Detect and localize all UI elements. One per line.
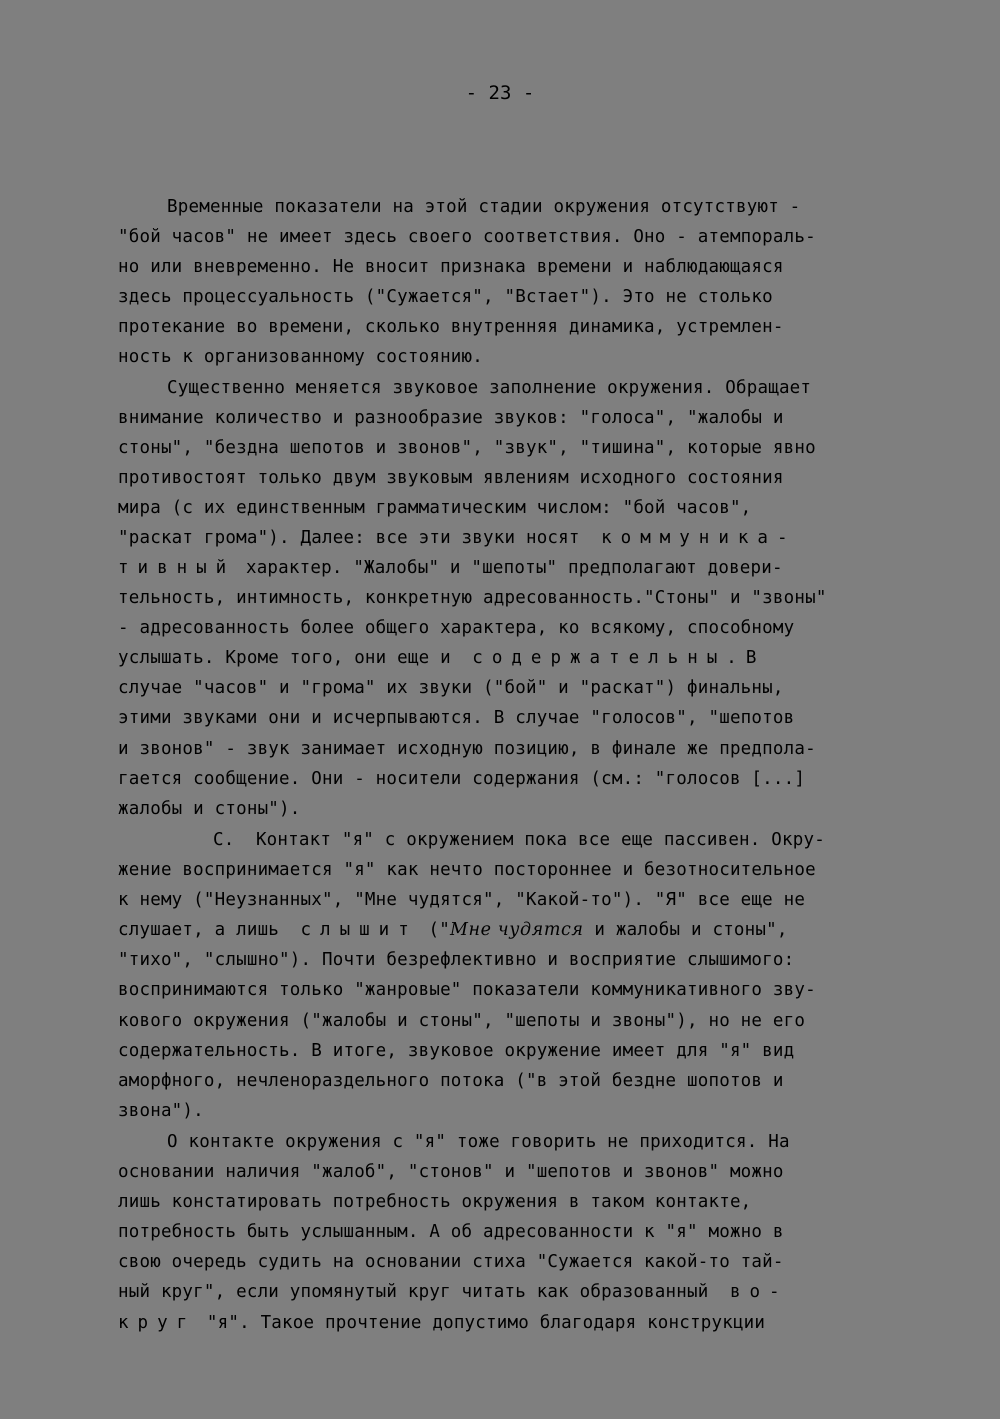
text-line [118, 673, 784, 703]
text-segment: лишь констатировать потребность окружения в таком контакте, [118, 1192, 752, 1212]
text-segment: "я". Такое прочтение допустимо благодаря конструкции [196, 1313, 766, 1333]
text-segment: случае "часов" и "грома" их звуки ("бой" и "раскат") финальны, [118, 678, 784, 698]
text-line [118, 885, 805, 915]
text-segment: "тихо", "слышно"). Почти безрефлективно и восприятие слышимого: [118, 950, 795, 970]
text-segment: "раскат грома"). Далее: все эти звуки носят [118, 528, 602, 548]
text-line [118, 764, 805, 794]
text-line [118, 915, 788, 945]
text-line [118, 583, 827, 613]
spaced-emphasis: содержательны. [472, 648, 746, 668]
text-line [167, 192, 800, 222]
text-line [118, 703, 794, 733]
text-line [118, 1247, 784, 1277]
text-line [118, 433, 816, 463]
italic-quote: Мне чудятся [449, 920, 584, 940]
text-segment: В [745, 648, 757, 668]
text-segment: ность к организованному состоянию. [118, 347, 484, 367]
text-line [118, 523, 796, 553]
page-number: - 23 - [465, 82, 535, 104]
text-line [118, 1217, 784, 1247]
text-line [118, 945, 794, 975]
text-segment: внимание количество и разнообразие звуков: "голоса", "жалобы и [118, 408, 784, 428]
text-line [118, 222, 816, 252]
text-line [118, 312, 784, 342]
text-line [118, 734, 816, 764]
text-segment: (" [417, 920, 450, 940]
text-segment: воспринимаются только "жанровые" показатели коммуникативного зву- [118, 980, 816, 1000]
spaced-emphasis: круг [118, 1313, 197, 1333]
text-segment: протекание во времени, сколько внутренняя динамика, устремлен- [118, 317, 784, 337]
text-line [167, 373, 811, 403]
text-line [118, 975, 816, 1005]
text-segment: и звонов" - звук занимает исходную позицию, в финале же предпола- [118, 739, 816, 759]
text-line [118, 1277, 789, 1307]
text-segment: мира (с их единственным грамматическим числом: "бой часов", [118, 498, 752, 518]
text-line [213, 825, 825, 855]
text-line [118, 1308, 765, 1338]
text-segment: кового окружения ("жалобы и стоны", "шепоты и звоны"), но не его [118, 1011, 806, 1031]
text-line [118, 252, 784, 282]
text-line [118, 403, 784, 433]
text-line [118, 1157, 784, 1187]
text-line [118, 1036, 794, 1066]
text-segment: потребность быть услышанным. А об адресованности к "я" можно в [118, 1222, 784, 1242]
text-line [118, 463, 784, 493]
text-segment: Временные показатели на этой стадии окружения отсутствуют - [167, 197, 801, 217]
spaced-emphasis: слышит [300, 920, 418, 940]
text-segment: свою очередь судить на основании стиха "Сужается какой-то тай- [118, 1252, 784, 1272]
text-line [118, 643, 757, 673]
text-segment: "бой часов" не имеет здесь своего соответствия. Оно - атемпораль- [118, 227, 816, 247]
text-line [118, 1187, 751, 1217]
text-segment: услышать. Кроме того, они еще и [118, 648, 473, 668]
spaced-emphasis: тивный [118, 558, 236, 578]
text-segment: и жалобы и стоны", [583, 920, 788, 940]
text-segment: но или вневременно. Не вносит признака времени и наблюдающаяся [118, 257, 784, 277]
text-segment: содержательность. В итоге, звуковое окружение имеет для "я" вид [118, 1041, 795, 1061]
text-segment: гается сообщение. Они - носители содержания (см.: "голосов [...] [118, 769, 806, 789]
text-segment: аморфного, нечленораздельного потока ("в этой бездне шопотов и [118, 1071, 784, 1091]
text-segment: стоны", "бездна шепотов и звонов", "звук", "тишина", которые явно [118, 438, 816, 458]
text-segment: тельность, интимность, конкретную адресованность."Стоны" и "звоны" [118, 588, 827, 608]
spaced-emphasis: во- [729, 1282, 789, 1302]
text-line [118, 855, 816, 885]
text-segment: жалобы и стоны"). [118, 799, 301, 819]
text-segment: жение воспринимается "я" как нечто постороннее и безотносительное [118, 860, 816, 880]
text-line [118, 1006, 805, 1036]
text-segment: к нему ("Неузнанных", "Мне чудятся", "Какой-то"). "Я" все еще не [118, 890, 806, 910]
text-line [118, 342, 483, 372]
text-line [118, 282, 773, 312]
spaced-emphasis: коммуника- [601, 528, 797, 548]
text-segment: этими звуками они и исчерпываются. В случае "голосов", "шепотов [118, 708, 795, 728]
text-segment: здесь процессуальность ("Сужается", "Встает"). Это не столько [118, 287, 773, 307]
text-line [118, 1066, 784, 1096]
text-segment: слушает, а лишь [118, 920, 301, 940]
text-segment: О контакте окружения с "я" тоже говорить не приходится. На [167, 1132, 790, 1152]
text-segment: звона"). [118, 1101, 204, 1121]
text-line [118, 553, 783, 583]
text-segment: противостоят только двум звуковым явлениям исходного состояния [118, 468, 784, 488]
text-line [118, 794, 301, 824]
text-segment: характер. "Жалобы" и "шепоты" предполагают довери- [235, 558, 783, 578]
text-segment: Существенно меняется звуковое заполнение окружения. Обращает [167, 378, 812, 398]
text-line [167, 1127, 790, 1157]
text-segment: основании наличия "жалоб", "стонов" и "шепотов и звонов" можно [118, 1162, 784, 1182]
text-line [118, 1096, 204, 1126]
text-segment: ный круг", если упомянутый круг читать как образованный [118, 1282, 730, 1302]
text-segment: - адресованность более общего характера, ко всякому, способному [118, 618, 795, 638]
text-line [118, 613, 794, 643]
text-line [118, 493, 751, 523]
text-segment: С. Контакт "я" с окружением пока все еще пассивен. Окру- [213, 830, 825, 850]
